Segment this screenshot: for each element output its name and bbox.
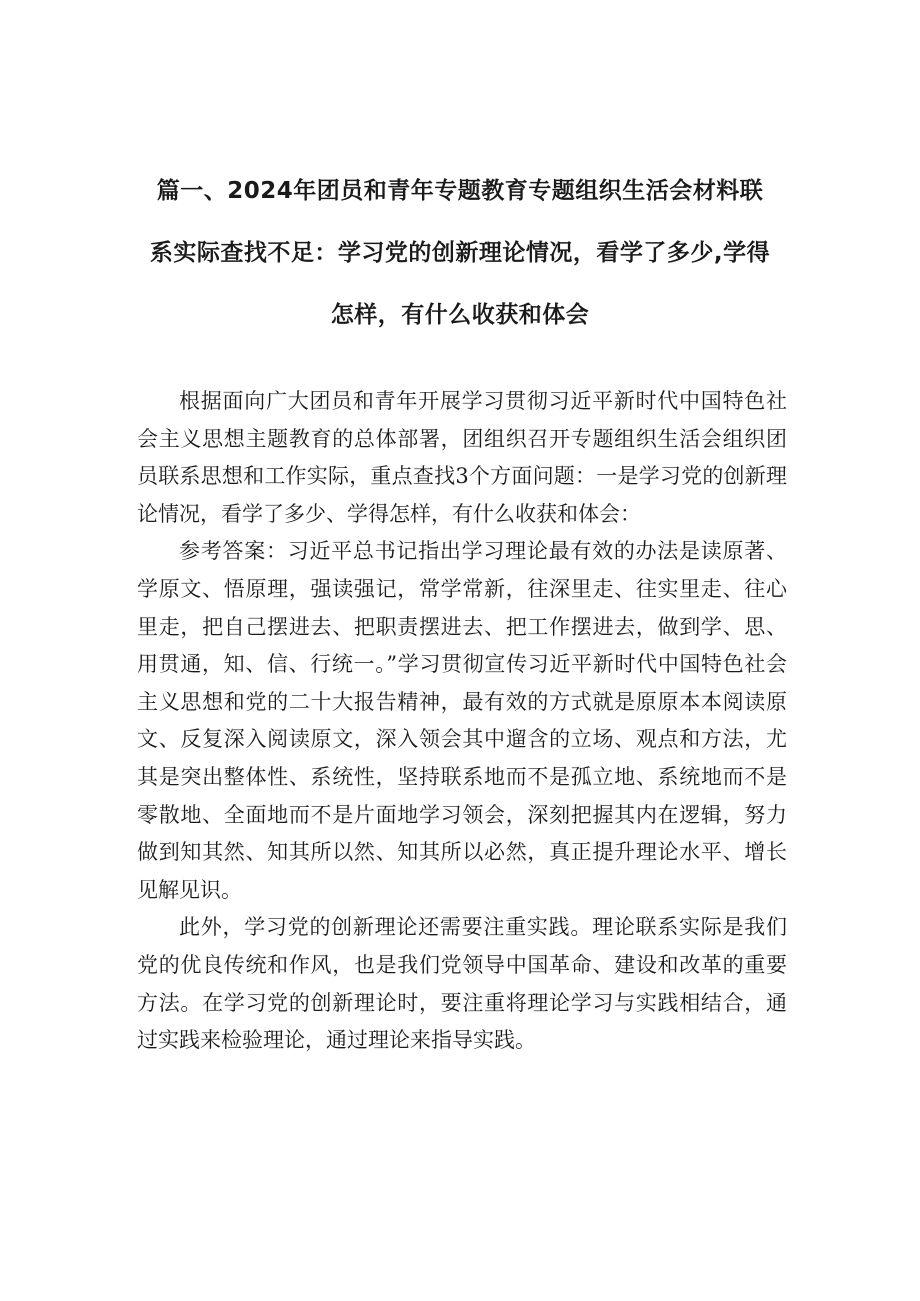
- title-line-1: 篇一、2024年团员和青年专题教育专题组织生活会材料联: [156, 178, 764, 204]
- paragraph-answer: 参考答案：习近平总书记指出学习理论最有效的办法是读原著、学原文、悟原理，强读强记，常学常新，往深里走、往实里走、往心里走，把自己摆进去、把职责摆进去、把工作摆进去，做到学、思、用贯通，知、信、行统一。”学习贯彻宣传习近平新时代中国特色社会主义思想和党的二十大报告精神，最有效的方式就是原原本本阅读原文、反复深入阅读原文，深入领会其中遛含的立场、观点和方法，尤其是突出整体性、系统性，坚持联系地而不是孤立地、系统地而不是零散地、全面地而不是片面地学习领会，深刻把握其内在逻辑，努力做到知其然、知其所以然、知其所以必然，真正提升理论水平、增长见解见识。: [137, 539, 787, 902]
- title-line-3: 怎样，有什么收获和体会: [330, 302, 590, 328]
- paragraph-intro: 根据面向广大团员和青年开展学习贯彻习近平新时代中国特色社会主义思想主题教育的总体部署，团组织召开专题组织生活会组织团员联系思想和工作实际，重点查找3个方面问题：一是学习党的创新理论情况，看学了多少、学得怎样，有什么收获和体会：: [137, 389, 787, 526]
- paragraph-practice: 此外，学习党的创新理论还需要注重实践。理论联系实际是我们党的优良传统和作风，也是我们党领导中国革命、建设和改革的重要方法。在学习党的创新理论时，要注重将理论学习与实践相结合，通过实践来检验理论，通过理论来指导实践。: [137, 915, 787, 1053]
- title-line-2: 系实际查找不足：学习党的创新理论情况，看学了多少,学得: [149, 240, 771, 266]
- document-title: [130, 160, 790, 346]
- document-body: [137, 383, 787, 1060]
